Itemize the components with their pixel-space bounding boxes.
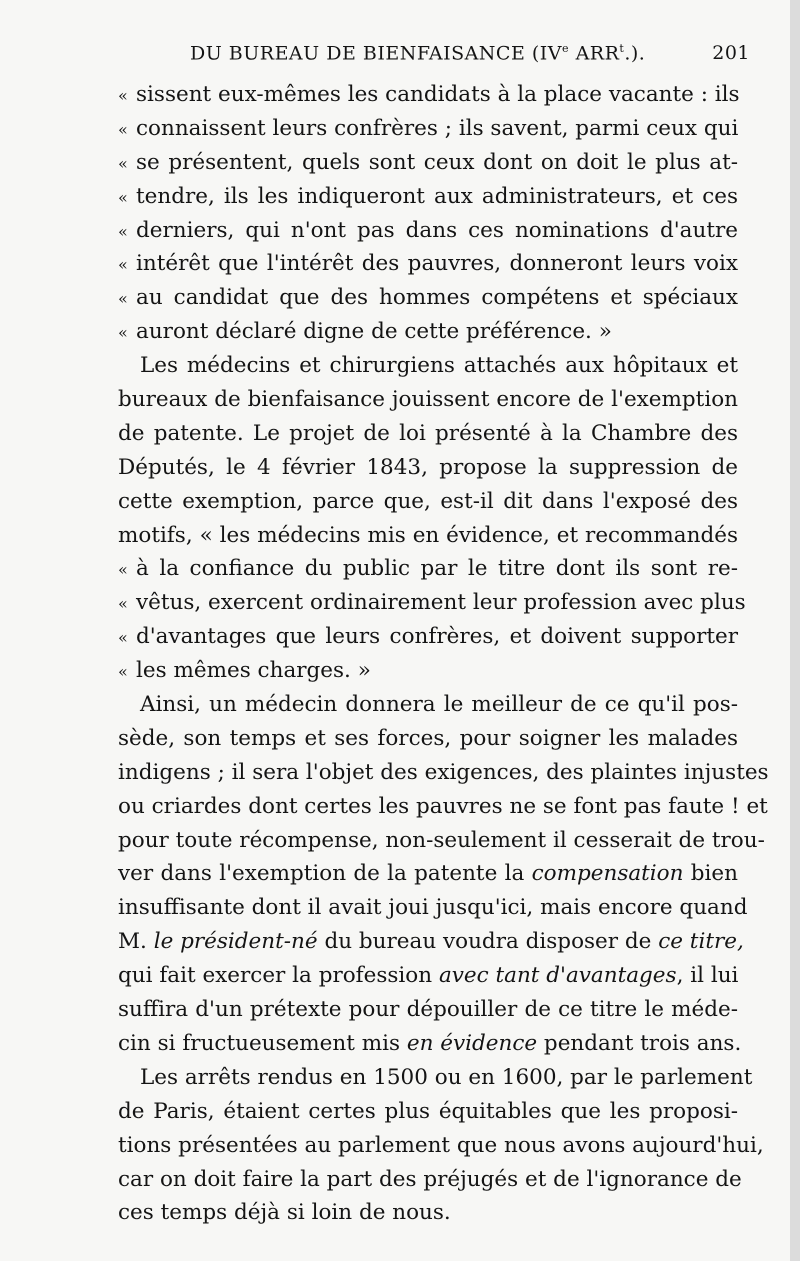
paragraph [118,78,738,349]
text-line: « à la confiance du public par le titre dont ils sont re- [118,556,738,582]
text-line: motifs, « les médecins mis en évidence, et recommandés [118,522,738,548]
text-line: M. le président-né du bureau voudra disposer de ce titre, [118,929,744,955]
body-text [118,78,769,1230]
running-title: DU BUREAU DE BIENFAISANCE (IVe ARR$^t$.). [190,42,646,65]
text-line: tions présentées au parlement que nous avons aujourd'hui, [118,1132,764,1158]
paragraph [118,349,746,688]
text-line: insuffisante dont il avait joui jusqu'ici, mais encore quand [118,895,748,921]
text-line: « d'avantages que leurs confrères, et doivent supporter [118,624,738,650]
text-line: cin si fructueusement mis en évidence pendant trois ans. [118,1030,742,1056]
text-line: « les mêmes charges. » [118,658,371,684]
text-line: « au candidat que des hommes compétens et spéciaux [118,285,738,311]
text-line: de patente. Le projet de loi présenté à la Chambre des [118,420,738,446]
text-line: pour toute récompense, non-seulement il cesserait de trou- [118,827,765,853]
text-line: « auront déclaré digne de cette préférence. » [118,319,612,345]
text-line: « intérêt que l'intérêt des pauvres, donneront leurs voix [118,251,738,277]
paragraph [118,688,769,1061]
text-line: « vêtus, exercent ordinairement leur profession avec plus [118,590,746,616]
italic-phrase: avec tant d'avantages [438,963,677,989]
text-line: bureaux de bienfaisance jouissent encore de l'exemption [118,387,738,413]
text-line: « connaissent leurs confrères ; ils savent, parmi ceux qui [118,115,739,141]
text-line: ou criardes dont certes les pauvres ne se font pas faute ! et [118,793,768,819]
text-line: Députés, le 4 février 1843, propose la suppression de [118,454,738,480]
italic-phrase: compensation [531,861,684,887]
paragraph [118,1061,764,1230]
text-line: Les médecins et chirurgiens attachés aux hôpitaux et [140,353,738,379]
text-line: cette exemption, parce que, est-il dit dans l'exposé des [118,488,738,514]
italic-phrase: le président-né [153,929,318,955]
text-line: suffira d'un prétexte pour dépouiller de ce titre le méde- [118,997,738,1023]
running-head [190,42,750,72]
text-line: ver dans l'exemption de la patente la compensation bien [118,861,739,887]
text-line: « sissent eux-mêmes les candidats à la place vacante : ils [118,82,740,107]
italic-phrase: ce titre, [658,929,744,955]
text-line: « se présentent, quels sont ceux dont on doit le plus at- [118,149,738,175]
text-line: de Paris, étaient certes plus équitables que les proposi- [118,1098,738,1124]
text-line: « derniers, qui n'ont pas dans ces nominations d'autre [118,217,738,243]
page-number: 201 [712,42,750,64]
italic-phrase: en évidence [406,1030,538,1056]
text-line: sède, son temps et ses forces, pour soigner les malades [118,725,738,751]
text-line: qui fait exercer la profession avec tant d'avantages, il lui [118,963,739,989]
text-line: « tendre, ils les indiqueront aux administrateurs, et ces [118,183,738,209]
text-line: Les arrêts rendus en 1500 ou en 1600, par le parlement [140,1064,753,1090]
text-line: indigens ; il sera l'objet des exigences, des plaintes injustes [118,759,769,785]
text-line: car on doit faire la part des préjugés et de l'ignorance de [118,1166,742,1192]
text-line: ces temps déjà si loin de nous. [118,1200,451,1226]
text-line: Ainsi, un médecin donnera le meilleur de ce qu'il pos- [140,692,738,718]
